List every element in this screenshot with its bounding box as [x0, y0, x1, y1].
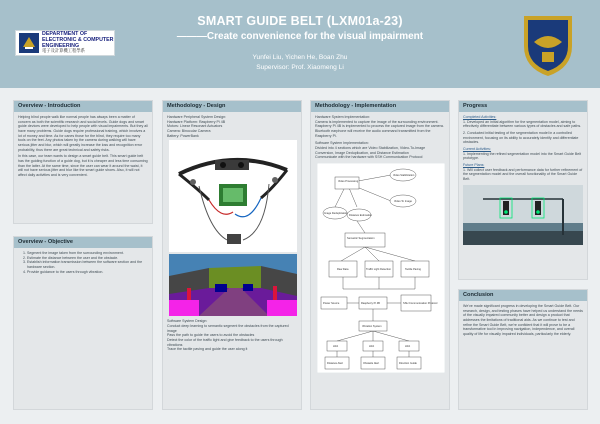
design-sw-line: Conduct deep learning to semantic segment the obstacles from the captured image — [167, 324, 289, 333]
flow-node: Traffic Light Detection — [366, 268, 392, 272]
system-flowchart — [317, 163, 445, 373]
impl-sw-line: Software System Implementation: — [315, 141, 369, 146]
objective-item: 3. Establish information transmission between the software section and the hardware section. — [27, 260, 148, 269]
current-label: Current Activities: — [463, 147, 491, 152]
flow-node: Direction Guide — [399, 362, 417, 366]
flow-node: Image Deduplication — [324, 212, 348, 216]
dept-line-1: DEPARTMENT OF — [42, 31, 88, 38]
flow-node: Video Stabilization — [393, 174, 415, 178]
impl-hw-line: Bluetooth earphone will receive the audio command transmitted from the Raspberry Pi. — [315, 129, 431, 138]
design-sw-line: Software System Design: — [167, 319, 208, 324]
conclusion-heading: Conclusion — [459, 290, 587, 301]
design-hw-line: Camera: Binocular Camera — [167, 129, 211, 134]
future-item: 1. Will collect user feedback and performance data for further refinement of the segmentation model and the overall functionality of the Smart Guide Belt. — [463, 167, 583, 182]
belt-prototype-image — [169, 140, 297, 252]
poster-header — [0, 0, 600, 88]
intro-paragraph-2: In this case, our team wants to design a smart guide belt. This smart guide belt has the guiding function of a guide dog, but it is cheaper and less time consuming than the latter. At the same time, since the user can wear it around the waist, it will not have serious jitter and blur like the smart guide shoes. Also, it will not affect daily activities and is very convenient. — [18, 154, 148, 178]
conclusion-text: We've made significant progress in developing the Smart Guide Belt. Our research, design, and testing phases have helped us understand the needs of the visually impaired community better and design a product that addresses the limitations of traditional aids. As we continue to test and refine the Smart Guide Belt, we're confident that it will prove to be a transformative tool in improving navigation, independence, and overall quality of life for visually impaired individuals, particularly the elderly. — [463, 304, 583, 337]
design-sw-line: Pass the path to guide the users to avoid the obstacles — [167, 333, 255, 338]
design-hw-line: Hardware Peripheral System Design: — [167, 115, 227, 119]
flow-node: SSH Communication Protocol — [403, 302, 438, 306]
impl-sw-line: Communicate with the hardware with SSH Communication Protocol — [315, 155, 423, 160]
conclusion-panel — [458, 289, 588, 410]
flow-node: Semantic Segmentation — [347, 237, 375, 241]
flow-node: LRA — [333, 345, 339, 349]
intro-panel — [13, 100, 153, 224]
design-sw-line: Detect the color of the traffic light and give feedback to the users through vibrations — [167, 338, 283, 347]
intro-heading: Overview - Introduction — [14, 101, 152, 112]
design-heading: Methodology - Design — [163, 101, 301, 112]
impl-hw-line: Raspberry Pi 4B is implemented to process the captured image from the camera. — [315, 124, 444, 129]
flow-node: Tactile Paving — [405, 268, 422, 272]
objective-item: 4. Provide guidance to the users through vibration. — [27, 270, 148, 275]
traffic-light-detection-image — [463, 185, 583, 245]
implementation-panel — [310, 100, 450, 410]
completed-item: 2. Conducted initial testing of the segmentation model in a controlled environment, focusing on its ability to accurately identify and differentiate obstacles. — [463, 131, 579, 145]
current-item: 1. Implementing the refined segmentation model into the Smart Guide Belt prototype. — [463, 151, 582, 161]
intro-paragraph-1: Helping blind people walk like normal people has always been a matter of concern as both the scientific research and social levels. Guide dogs and smart guide devices were developed to help people with visual impairments. But they all have many problems. Guide dogs require professional training, which involves a lot of money and time. As for canes those for the blind, they require too many tools on the feet. Any photos taken by the camera during walking will have serious jitter and blur, which will greatly increase the loss and recognition error probability, thus there are great technical and safety risks. — [18, 115, 148, 152]
segmentation-result-image — [169, 254, 297, 316]
implementation-heading: Methodology - Implementation — [311, 101, 449, 112]
flow-node: Vibration System — [362, 325, 382, 329]
objective-list — [18, 251, 148, 274]
university-crest-icon — [520, 12, 576, 78]
design-hw-line: Motors: Linear Resonant Actuators — [167, 124, 223, 129]
supervisor: Supervisor: Prof. Xiaomeng Li — [256, 64, 344, 71]
progress-heading: Progress — [459, 101, 587, 112]
flow-node: Distance Alert — [327, 362, 344, 366]
objective-panel — [13, 236, 153, 410]
dept-line-3: ENGINEERING — [42, 42, 80, 49]
design-sw-line: Trace the tactile paving and guide the user along it — [167, 347, 248, 352]
flow-node: Raw Data — [337, 268, 349, 272]
dept-line-2: ELECTRONIC & COMPUTER — [42, 36, 114, 43]
flow-node: LRA — [369, 345, 375, 349]
poster-subtitle: ———Create convenience for the visual impairment — [176, 31, 424, 42]
impl-hw-line: Hardware System Implementation: — [315, 115, 371, 119]
design-hw-line: Battery: PowerBank — [167, 133, 199, 138]
flow-node: Obstacle Alert — [363, 362, 380, 366]
flow-node: Raspberry Pi 4B — [361, 302, 380, 306]
objective-heading: Overview - Objective — [14, 237, 152, 248]
flow-node: Video To Image — [394, 200, 412, 204]
completed-label: Completed Activities: — [463, 115, 497, 119]
design-hw-line: Hardware Platform: Raspberry Pi 4B — [167, 119, 226, 124]
objective-item: 1. Segment the image taken from the surrounding environment. — [27, 251, 148, 256]
objective-item: 2. Estimate the distance between the user and the obstacle. — [27, 256, 148, 261]
poster-title: SMART GUIDE BELT (LXM01a-23) — [197, 14, 403, 28]
progress-panel — [458, 100, 588, 280]
flow-node: Power Source — [323, 302, 340, 306]
impl-sw-line: Divided into 4 sections which are Video Stabilization, Video-To-Image Conversion, Image Deduplication, and Distance Estimation — [315, 146, 426, 155]
flow-node: Video Processing — [338, 180, 359, 184]
flow-node: Distance Estimation — [349, 214, 372, 218]
design-panel — [162, 100, 302, 410]
future-label: Future Plans: — [463, 163, 485, 168]
flow-node: LRA — [405, 345, 411, 349]
authors: Yunfei Liu, Yichen He, Boan Zhu — [252, 54, 348, 61]
impl-hw-line: Camera is implemented to capture the image of the surrounding environment. — [315, 119, 439, 124]
completed-item: 1. Developed an initial algorithm for the segmentation model, aiming to effectively differentiate between various types of obstacles and safe paths. — [463, 119, 582, 129]
dept-line-4: 電子及計算機工程學系 — [42, 48, 85, 54]
